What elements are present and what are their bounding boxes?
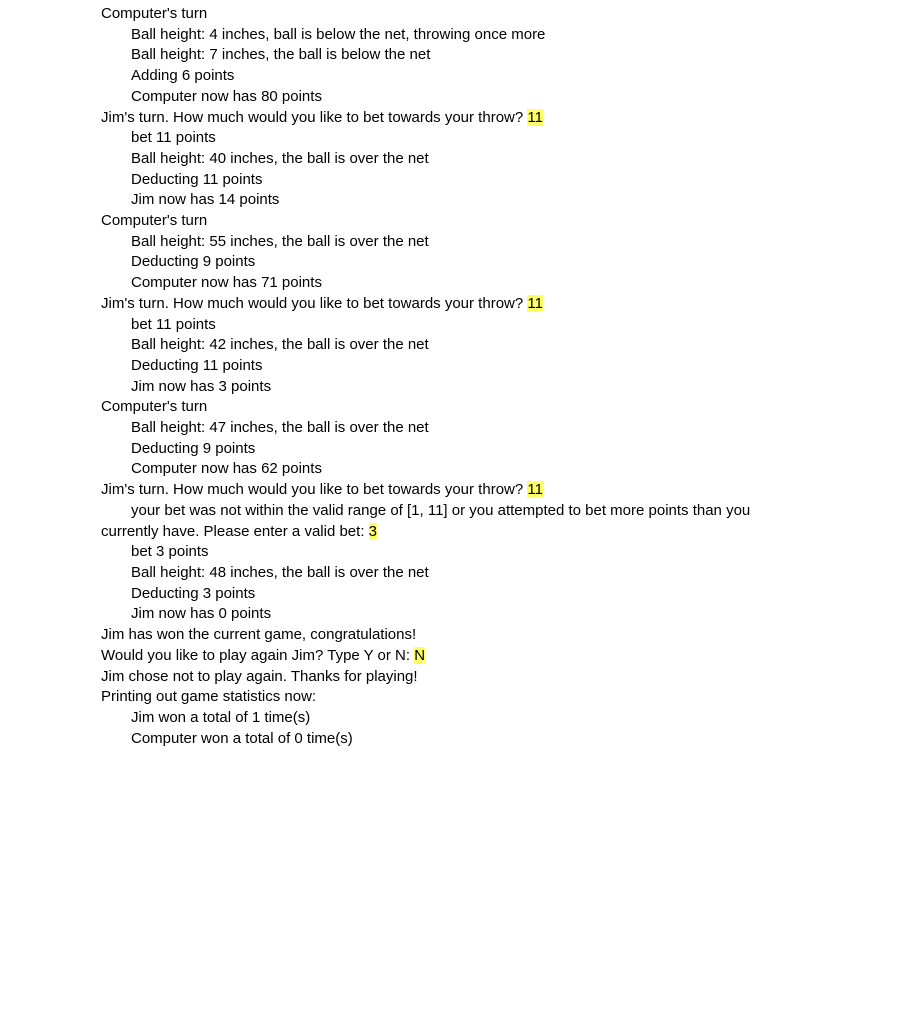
- output-line: [101, 273, 801, 294]
- line-text: Jim won a total of 1 time(s): [131, 708, 311, 726]
- output-line: [101, 459, 801, 480]
- output-line: [101, 356, 801, 377]
- line-text: Computer won a total of 0 time(s): [131, 729, 353, 747]
- line-text: Jim has won the current game, congratulations!: [101, 626, 417, 644]
- user-input-highlight: 3: [368, 522, 377, 540]
- line-text: Jim's turn. How much would you like to bet towards your throw?: [101, 481, 528, 499]
- output-line: [101, 170, 801, 191]
- output-line: [101, 149, 801, 170]
- output-line: [101, 211, 801, 232]
- line-text: Ball height: 7 inches, the ball is below the net: [131, 46, 431, 64]
- line-text: your bet was not within the valid range of [1, 11] or you attempted to bet more points than you: [131, 501, 751, 519]
- output-line: [101, 563, 801, 584]
- output-line: [101, 335, 801, 356]
- console-output: [101, 4, 801, 749]
- prompt-line: [101, 294, 801, 315]
- line-text: Ball height: 42 inches, the ball is over the net: [131, 336, 429, 354]
- output-line: [101, 4, 801, 25]
- line-text: Jim's turn. How much would you like to bet towards your throw?: [101, 108, 528, 126]
- output-line: [101, 87, 801, 108]
- output-line: [101, 128, 801, 149]
- line-text: Jim now has 14 points: [131, 191, 280, 209]
- line-text: Computer's turn: [101, 212, 208, 230]
- line-text: Jim now has 3 points: [131, 377, 272, 395]
- line-text: bet 3 points: [131, 543, 209, 561]
- prompt-line: [101, 522, 801, 543]
- output-line: [101, 439, 801, 460]
- line-text: Ball height: 4 inches, ball is below the net, throwing once more: [131, 25, 546, 43]
- output-line: [101, 252, 801, 273]
- output-line: [101, 377, 801, 398]
- output-line: [101, 315, 801, 336]
- output-line: [101, 542, 801, 563]
- line-text: Ball height: 48 inches, the ball is over the net: [131, 563, 429, 581]
- output-line: [101, 66, 801, 87]
- line-text: Printing out game statistics now:: [101, 688, 317, 706]
- line-text: Computer now has 80 points: [131, 87, 322, 105]
- line-text: Computer now has 62 points: [131, 460, 322, 478]
- output-line: [101, 501, 801, 522]
- user-input-highlight: 11: [527, 108, 543, 126]
- user-input-highlight: 11: [527, 294, 543, 312]
- output-line: [101, 397, 801, 418]
- prompt-line: [101, 646, 801, 667]
- line-text: Deducting 11 points: [131, 170, 263, 188]
- line-text: Computer's turn: [101, 398, 208, 416]
- line-text: bet 11 points: [131, 315, 216, 333]
- line-text: Deducting 3 points: [131, 584, 256, 602]
- output-line: [101, 687, 801, 708]
- line-text: bet 11 points: [131, 129, 216, 147]
- output-line: [101, 584, 801, 605]
- output-line: [101, 708, 801, 729]
- line-text: Ball height: 47 inches, the ball is over the net: [131, 419, 429, 437]
- line-text: Jim chose not to play again. Thanks for playing!: [101, 667, 418, 685]
- user-input-highlight: 11: [527, 481, 543, 499]
- line-text: Deducting 11 points: [131, 356, 263, 374]
- line-text: Adding 6 points: [131, 67, 235, 85]
- output-line: [101, 667, 801, 688]
- line-text: Ball height: 55 inches, the ball is over the net: [131, 232, 429, 250]
- line-text: Would you like to play again Jim? Type Y or N:: [101, 646, 415, 664]
- line-text: Deducting 9 points: [131, 253, 256, 271]
- line-text: Ball height: 40 inches, the ball is over the net: [131, 149, 429, 167]
- line-text: Computer now has 71 points: [131, 274, 322, 292]
- line-text: Jim now has 0 points: [131, 605, 272, 623]
- line-text: Deducting 9 points: [131, 439, 256, 457]
- prompt-line: [101, 480, 801, 501]
- line-text: currently have. Please enter a valid bet:: [101, 522, 369, 540]
- output-line: [101, 625, 801, 646]
- line-text: Computer's turn: [101, 5, 208, 22]
- line-text: Jim's turn. How much would you like to bet towards your throw?: [101, 294, 528, 312]
- output-line: [101, 418, 801, 439]
- output-line: [101, 232, 801, 253]
- output-line: [101, 190, 801, 211]
- output-line: [101, 45, 801, 66]
- output-line: [101, 729, 801, 750]
- output-line: [101, 604, 801, 625]
- prompt-line: [101, 108, 801, 129]
- user-input-highlight: N: [414, 646, 426, 664]
- output-line: [101, 25, 801, 46]
